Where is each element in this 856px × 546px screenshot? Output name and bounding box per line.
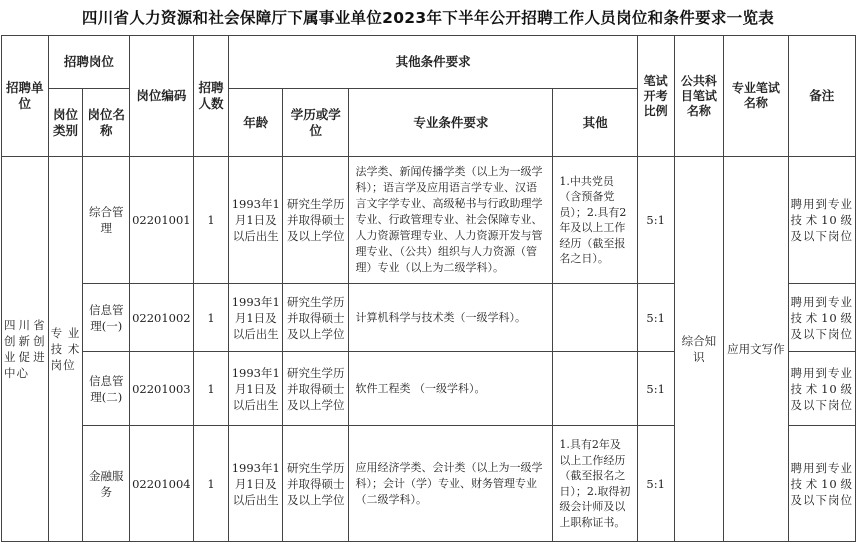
header-remark: 备注 — [788, 36, 855, 157]
header-unit: 招聘单位 — [2, 36, 49, 157]
post-code-cell: 02201001 — [130, 157, 194, 284]
remark-cell: 聘用到专业技术10级及以下岗位 — [788, 426, 855, 542]
post-name-cell: 信息管理(二) — [83, 352, 130, 426]
other-cell: 1.中共党员（含预备党员）；2.具有2年及以上工作经历（截至报名之日）。 — [553, 157, 637, 284]
count-cell: 1 — [193, 426, 229, 542]
post-name-cell: 综合管理 — [83, 157, 130, 284]
count-cell: 1 — [193, 352, 229, 426]
header-count: 招聘人数 — [193, 36, 229, 157]
education-cell: 研究生学历并取得硕士及以上学位 — [283, 157, 349, 284]
post-code-cell: 02201004 — [130, 426, 194, 542]
ratio-cell: 5:1 — [637, 284, 674, 352]
header-post-category: 岗位类别 — [48, 89, 83, 157]
recruitment-table — [1, 35, 856, 542]
header-conditions: 其他条件要求 — [229, 36, 637, 89]
major-cell: 计算机科学与技术类（一级学科）。 — [349, 284, 553, 352]
age-cell: 1993年1月1日及以后出生 — [229, 352, 283, 426]
header-ratio: 笔试开考比例 — [637, 36, 674, 157]
post-code-cell: 02201002 — [130, 284, 194, 352]
remark-cell: 聘用到专业技术10级及以下岗位 — [788, 352, 855, 426]
major-cell: 法学类、新闻传播学类（以上为一级学科）；语言学及应用语言学专业、汉语言文字学专业、高级秘书与行政助理学专业、行政管理专业、社会保障专业、人力资源管理专业、人力资源开发与管理专业、（公共）组织与人力资源（管理）专业（以上为二级学科）。 — [349, 157, 553, 284]
table-row — [2, 157, 856, 284]
ratio-cell: 5:1 — [637, 352, 674, 426]
unit-cell: 四川省创新创业促进中心 — [2, 157, 49, 542]
header-major: 专业条件要求 — [349, 89, 553, 157]
header-education: 学历或学位 — [283, 89, 349, 157]
header-age: 年龄 — [229, 89, 283, 157]
other-cell — [553, 352, 637, 426]
header-post-group: 招聘岗位 — [48, 36, 129, 89]
public-subject-cell: 综合知识 — [674, 157, 724, 542]
age-cell: 1993年1月1日及以后出生 — [229, 284, 283, 352]
other-cell — [553, 284, 637, 352]
post-code-cell: 02201003 — [130, 352, 194, 426]
count-cell: 1 — [193, 284, 229, 352]
major-cell: 软件工程类 （一级学科）。 — [349, 352, 553, 426]
ratio-cell: 5:1 — [637, 426, 674, 542]
ratio-cell: 5:1 — [637, 157, 674, 284]
header-public-subject: 公共科目笔试名称 — [674, 36, 724, 157]
post-name-cell: 金融服务 — [83, 426, 130, 542]
remark-cell: 聘用到专业技术10级及以下岗位 — [788, 284, 855, 352]
post-name-cell: 信息管理(一) — [83, 284, 130, 352]
header-other: 其他 — [553, 89, 637, 157]
other-cell: 1.具有2年及以上工作经历（截至报名之日）；2.取得初级会计师及以上职称证书。 — [553, 426, 637, 542]
remark-cell: 聘用到专业技术10级及以下岗位 — [788, 157, 855, 284]
header-major-subject: 专业笔试名称 — [724, 36, 788, 157]
major-cell: 应用经济学类、会计类（以上为一级学科）；会计（学）专业、财务管理专业（二级学科）。 — [349, 426, 553, 542]
age-cell: 1993年1月1日及以后出生 — [229, 426, 283, 542]
header-post-code: 岗位编码 — [130, 36, 194, 157]
header-post-name: 岗位名称 — [83, 89, 130, 157]
header-row-1 — [2, 36, 856, 89]
education-cell: 研究生学历并取得硕士及以上学位 — [283, 284, 349, 352]
count-cell: 1 — [193, 157, 229, 284]
post-category-cell: 专业技术岗位 — [48, 157, 83, 542]
major-subject-cell: 应用文写作 — [724, 157, 788, 542]
education-cell: 研究生学历并取得硕士及以上学位 — [283, 426, 349, 542]
document-title: 四川省人力资源和社会保障厅下属事业单位2023年下半年公开招聘工作人员岗位和条件要求一览表 — [81, 9, 775, 27]
age-cell: 1993年1月1日及以后出生 — [229, 157, 283, 284]
education-cell: 研究生学历并取得硕士及以上学位 — [283, 352, 349, 426]
